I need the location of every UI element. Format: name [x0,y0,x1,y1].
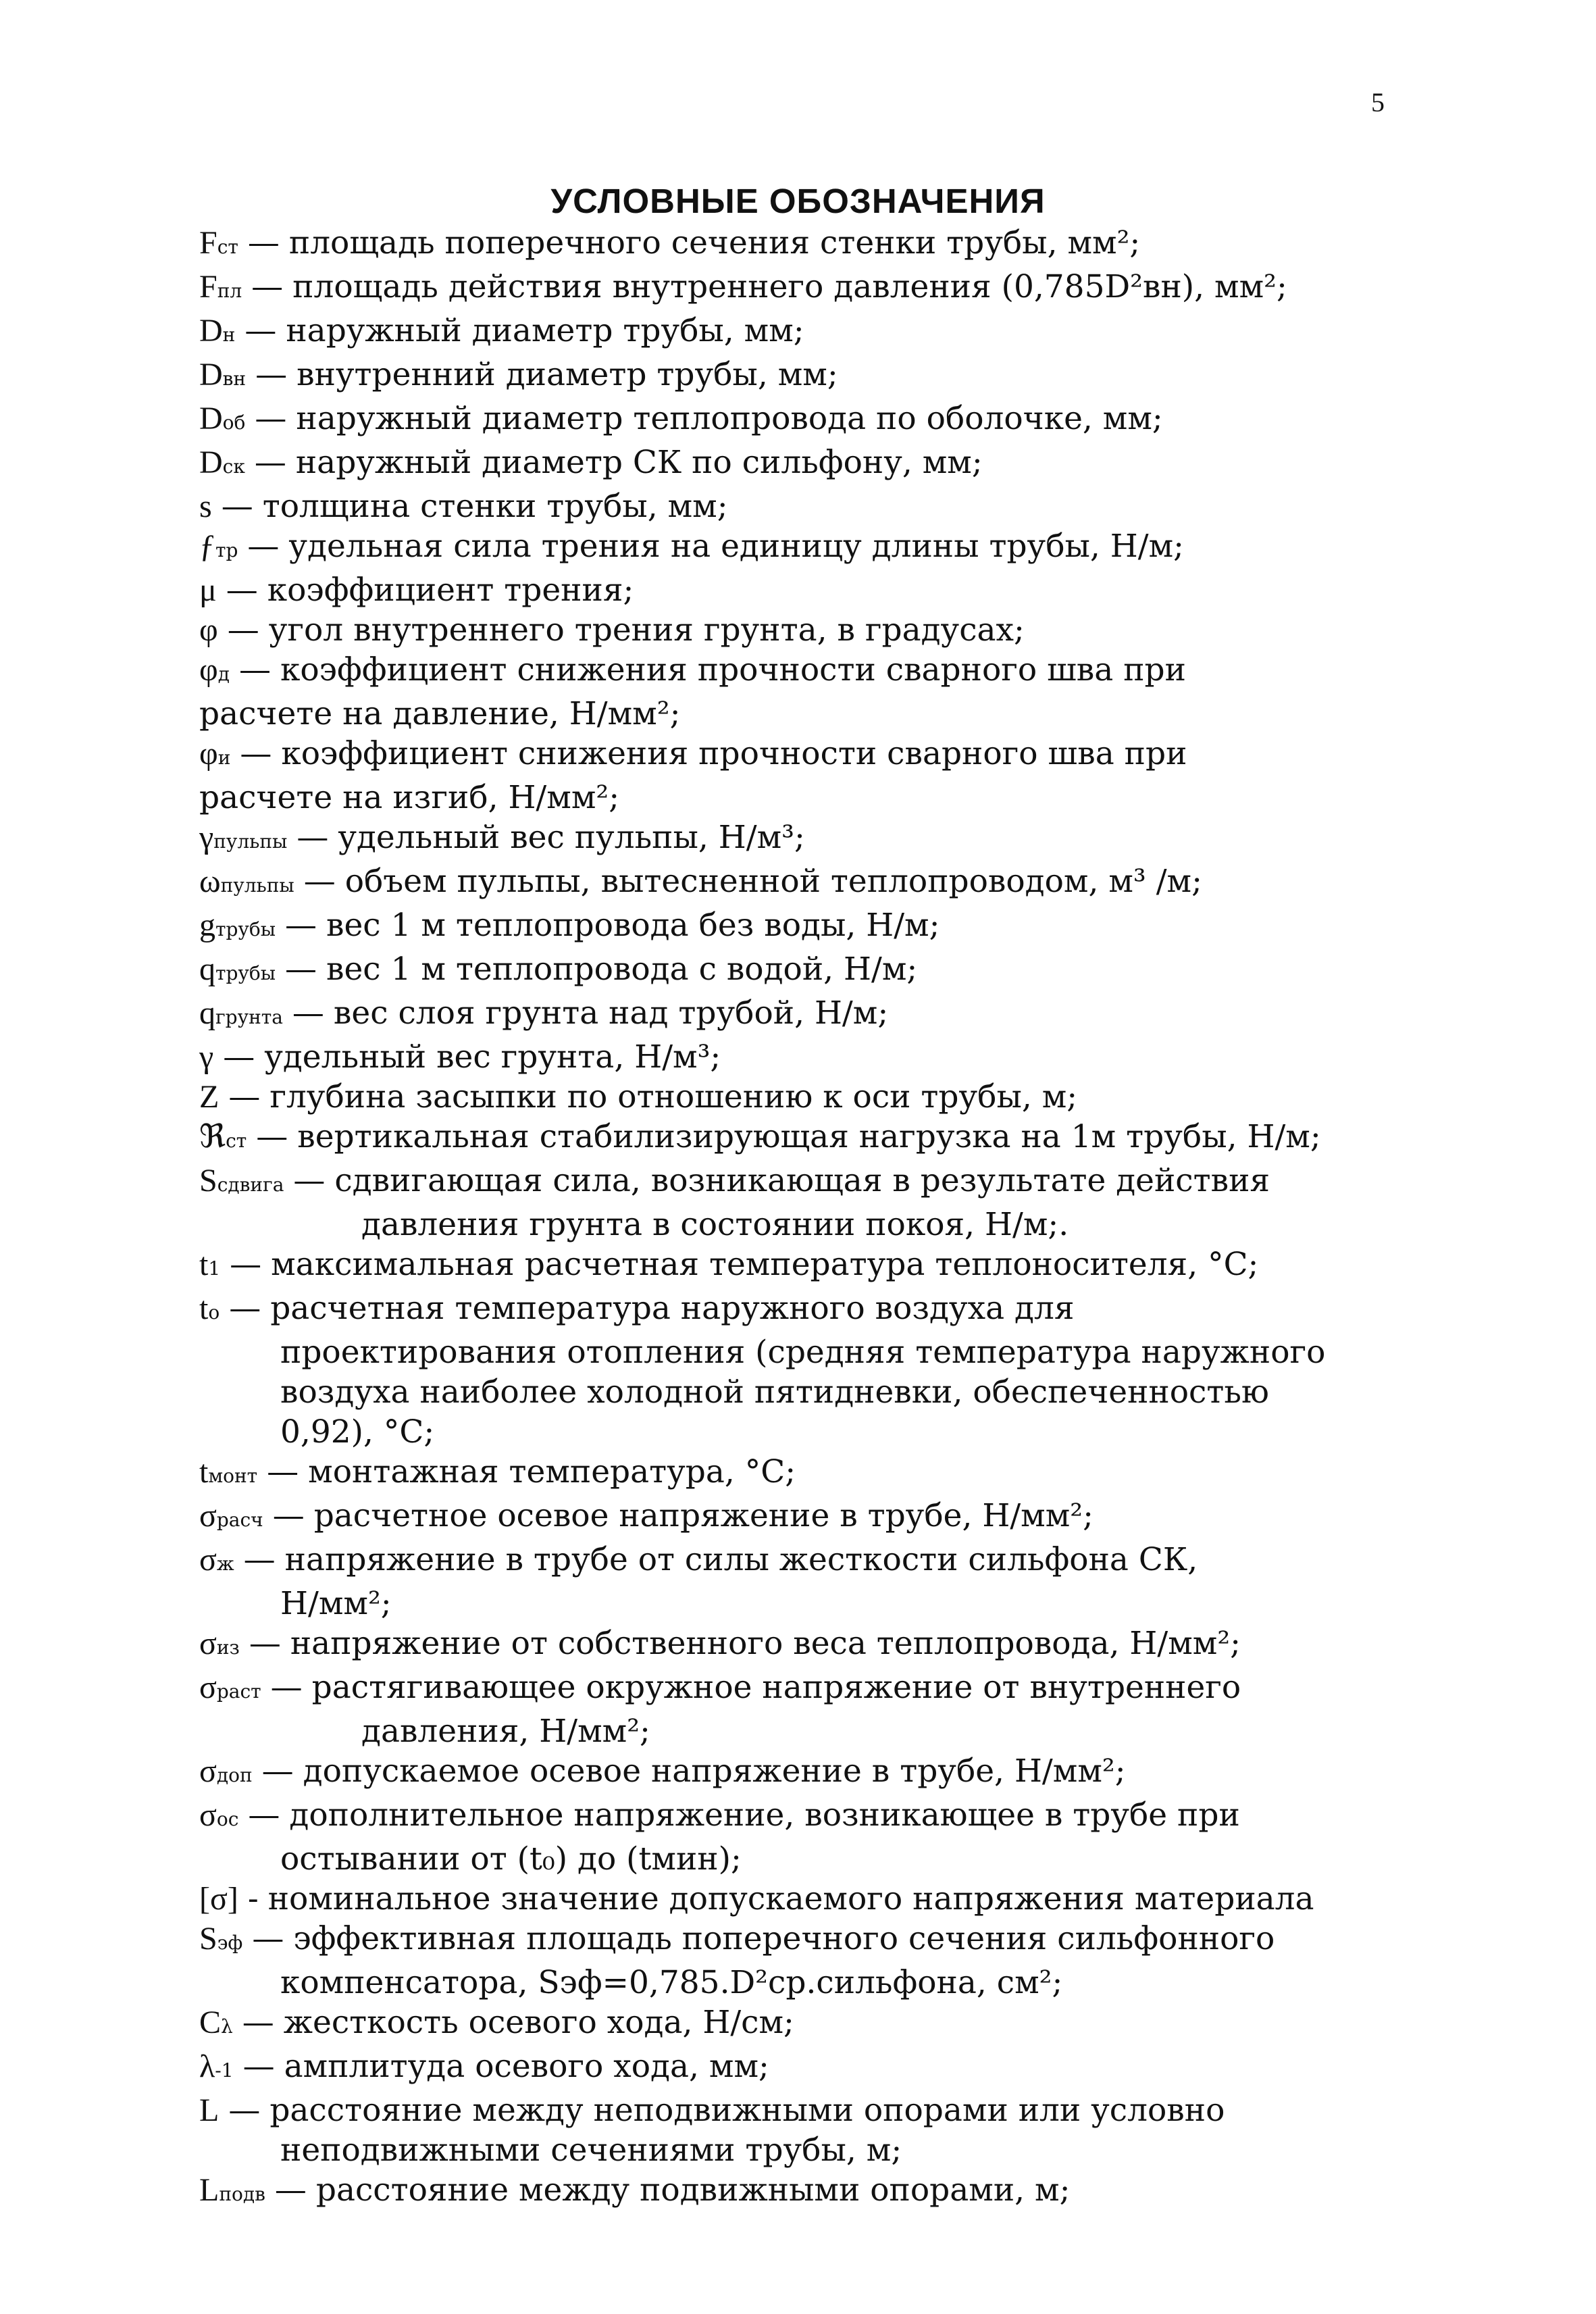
entry-symbol-subscript: трубы [215,918,276,940]
entry-dash: — [248,1796,280,1834]
entry-dash: — [267,1453,299,1490]
entry-symbol: γ [199,1039,214,1075]
glossary-entry [199,1452,1415,1496]
page-number: 5 [1371,87,1385,118]
entry-definition: напряжение в трубе от силы жесткости сильфона СК, [284,1541,1198,1578]
entry-definition: объем пульпы, вытесненной теплопроводом, м³ /м; [344,863,1202,900]
entry-symbol: γ [199,820,214,855]
glossary-entry [199,486,1415,526]
entry-dash: — [244,312,277,349]
entry-definition: удельный вес грунта, Н/м³; [264,1038,721,1076]
entry-symbol: C [199,2005,222,2040]
entry-symbol-subscript: ст [217,236,238,258]
entry-symbol: D [199,401,223,436]
glossary-entry [199,610,1415,650]
entry-definition: расчетное осевое напряжение в трубе, Н/мм²; [313,1497,1093,1534]
entry-symbol-subscript: раст [216,1680,261,1703]
entry-symbol: Z [199,1079,220,1115]
entry-dash: — [261,1753,294,1790]
entry-symbol: ƒ [199,528,215,564]
entry-symbol: ω [199,863,221,899]
entry-symbol: σ [199,1542,217,1578]
glossary-entry [199,311,1415,355]
entry-symbol-subscript: эф [217,1932,243,1954]
glossary-entry [199,949,1415,993]
entry-symbol: λ [199,2048,215,2084]
glossary-entry [199,399,1415,443]
entry-definition: максимальная расчетная температура теплоносителя, °С; [271,1246,1259,1283]
entry-dash: — [255,400,287,437]
entry-symbol: σ [199,1797,217,1833]
entry-symbol-subscript: ж [216,1553,234,1575]
entry-dash: — [252,1920,284,1957]
entry-symbol: L [199,2092,220,2128]
entry-dash: — [256,1118,288,1155]
entry-symbol: L [199,2172,220,2208]
entry-symbol: φ [199,612,218,648]
entry-definition: эффективная площадь поперечного сечения сильфонного [293,1920,1275,1957]
entry-dash: — [229,1290,261,1327]
glossary-entry [199,2170,1415,2214]
entry-symbol: F [199,269,217,305]
entry-definition: угол внутреннего трения грунта, в градусах; [268,611,1025,649]
entry-symbol-subscript: -1 [215,2059,234,2082]
entry-dash: — [251,268,284,305]
entry-symbol-subscript: трубы [215,962,276,984]
glossary-entry [199,1077,1415,1117]
entry-definition: вес слоя грунта над трубой, Н/м; [333,995,889,1032]
entry-symbol-subscript: пульпы [213,830,288,853]
entry-symbol-subscript: грунта [215,1006,283,1028]
entry-symbol: S [199,1163,217,1199]
entry-definition: удельный вес пульпы, Н/м³; [338,819,805,856]
entry-symbol-subscript: λ [221,2015,233,2038]
glossary-entry [199,1288,1415,1332]
entry-definition: вертикальная стабилизирующая нагрузка на 1м трубы, Н/м; [297,1118,1321,1155]
entry-symbol-subscript: доп [216,1764,253,1786]
entry-symbol-subscript: д [217,663,230,685]
entry-definition: вес 1 м теплопровода без воды, Н/м; [326,907,940,944]
entry-dash: — [242,2048,275,2085]
entry-continuation: неподвижными сечениями трубы, м; [280,2132,902,2169]
entry-definition: наружный диаметр трубы, мм; [286,312,804,349]
entry-dash: — [285,951,317,988]
entry-dash: — [243,1541,276,1578]
entry-continuation: расчете на изгиб, Н/мм²; [199,779,620,816]
entry-dash: - [247,1880,259,1917]
entry-symbol-subscript: вн [222,368,247,390]
entry-dash: — [230,1246,262,1283]
entry-definition: растягивающее окружное напряжение от внутреннего [311,1669,1241,1706]
glossary-entry [199,818,1415,861]
entry-definition: расстояние между подвижными опорами, м; [315,2171,1071,2209]
entry-dash: — [254,444,286,481]
entry-definition: площадь поперечного сечения стенки трубы, мм²; [288,224,1141,261]
entry-dash: — [247,224,280,261]
entry-symbol-subscript: расч [216,1509,263,1531]
entry-definition: расчетная температура наружного воздуха для [270,1290,1075,1327]
glossary-entry [199,1624,1415,1667]
entry-definition: коэффициент снижения прочности сварного шва при [281,735,1187,772]
entry-symbol: g [199,907,215,943]
entry-continuation: воздуха наиболее холодной пятидневки, обеспеченностью [280,1374,1269,1411]
entry-symbol: σ [199,1498,217,1534]
entry-dash: — [285,907,317,944]
entry-dash: — [274,2171,307,2209]
entry-dash: — [228,2092,261,2129]
entry-dash: — [221,488,253,525]
glossary-entry [199,993,1415,1037]
glossary-entry [199,1667,1415,1711]
entry-symbol-subscript: ск [222,455,245,478]
entry-dash: — [226,572,258,609]
entry-definition: коэффициент трения; [267,572,634,609]
entry-definition: напряжение от собственного веса теплопровода, Н/мм²; [290,1625,1241,1662]
entry-symbol: φ [199,652,218,688]
glossary-list [199,223,1415,2214]
glossary-entry [199,1795,1415,1839]
entry-continuation: давления, Н/мм²; [361,1713,650,1750]
glossary-entry [199,1751,1415,1795]
entry-continuation: 0,92), °С; [280,1413,435,1451]
entry-symbol: D [199,313,223,349]
glossary-entry [199,1244,1415,1288]
entry-definition: толщина стенки трубы, мм; [262,488,728,525]
entry-symbol-subscript: ст [226,1130,247,1152]
glossary-entry [199,443,1415,486]
entry-symbol: φ [199,736,218,772]
entry-definition: коэффициент снижения прочности сварного шва при [280,651,1186,688]
entry-definition: амплитуда осевого хода, мм; [284,2048,769,2085]
entry-definition: наружный диаметр СК по сильфону, мм; [295,444,983,481]
entry-definition: дополнительное напряжение, возникающее в трубе при [289,1796,1240,1834]
glossary-entry [199,1540,1415,1584]
entry-symbol: μ [199,572,217,608]
entry-definition: глубина засыпки по отношению к оси трубы, м; [269,1078,1078,1115]
entry-definition: расстояние между неподвижными опорами или условно [269,2092,1225,2129]
entry-dash: — [240,735,272,772]
entry-symbol: F [199,225,217,261]
entry-symbol-subscript: и [217,747,231,769]
glossary-entry [199,267,1415,311]
entry-definition: сдвигающая сила, возникающая в результате действия [334,1162,1270,1199]
glossary-entry [199,570,1415,610]
entry-dash: — [272,1497,305,1534]
entry-symbol: t [199,1247,209,1282]
entry-symbol: t [199,1290,209,1326]
glossary-entry [199,1161,1415,1205]
entry-definition: допускаемое осевое напряжение в трубе, Н/мм²; [303,1753,1126,1790]
glossary-entry [199,2046,1415,2090]
entry-symbol: D [199,445,223,480]
entry-symbol-subscript: об [222,411,246,434]
entry-symbol: D [199,357,223,393]
entry-dash: — [270,1669,303,1706]
entry-symbol-subscript: ос [216,1808,239,1830]
entry-symbol: s [199,488,212,524]
entry-symbol-subscript: сдвига [217,1174,284,1196]
entry-symbol-subscript: тр [215,539,238,561]
entry-definition: удельная сила трения на единицу длины трубы, Н/м; [288,528,1184,565]
entry-continuation: компенсатора, Sэф=0,785.D²ср.сильфона, см²; [280,1964,1063,2001]
entry-continuation: проектирования отопления (средняя температура наружного [280,1334,1326,1371]
entry-symbol-subscript: 1 [208,1257,221,1280]
glossary-entry [199,1919,1415,1963]
entry-definition: внутренний диаметр трубы, мм; [297,356,838,393]
entry-dash: — [238,651,271,688]
glossary-entry [199,1117,1415,1161]
entry-continuation: Н/мм²; [280,1585,392,1622]
glossary-entry [199,861,1415,905]
entry-symbol: σ [199,1753,217,1789]
entry-symbol: S [199,1921,217,1957]
entry-dash: — [242,2004,274,2041]
entry-symbol: q [199,995,215,1031]
glossary-entry [199,905,1415,949]
entry-dash: — [255,356,288,393]
entry-symbol-subscript: подв [219,2183,265,2205]
entry-continuation: остывании от (t₀) до (tмин); [280,1840,742,1878]
glossary-entry [199,2003,1415,2046]
glossary-entry [199,650,1415,694]
entry-dash: — [223,1038,255,1076]
entry-symbol-subscript: монт [208,1465,258,1487]
entry-symbol: σ [199,1626,217,1661]
entry-symbol: σ [199,1669,217,1705]
entry-dash: — [227,611,259,649]
glossary-entry [199,1496,1415,1540]
entry-definition: номинальное значение допускаемого напряжения материала [267,1880,1314,1917]
glossary-entry [199,734,1415,778]
entry-dash: — [292,995,324,1032]
glossary-entry [199,223,1415,267]
page-title: УСЛОВНЫЕ ОБОЗНАЧЕНИЯ [550,182,1046,220]
entry-definition: монтажная температура, °С; [308,1453,796,1490]
entry-symbol: t [199,1454,209,1490]
entry-definition: жесткость осевого хода, Н/см; [283,2004,794,2041]
entry-symbol-subscript: н [222,324,236,346]
glossary-entry [199,1879,1415,1919]
entry-dash: — [303,863,336,900]
entry-symbol-subscript: пл [217,280,242,302]
entry-dash: — [228,1078,261,1115]
entry-symbol: ℜ [199,1119,226,1155]
entry-dash: — [247,528,280,565]
entry-symbol-subscript: о [208,1301,220,1324]
entry-symbol-subscript: из [216,1636,240,1659]
entry-dash: — [249,1625,281,1662]
entry-symbol: [σ] [199,1881,238,1917]
entry-continuation: расчете на давление, Н/мм²; [199,695,681,732]
entry-definition: площадь действия внутреннего давления (0,785D²вн), мм²; [292,268,1287,305]
glossary-entry [199,2090,1415,2130]
entry-symbol-subscript: пульпы [220,874,294,897]
entry-definition: наружный диаметр теплопровода по оболочке, мм; [296,400,1163,437]
glossary-entry [199,526,1415,570]
entry-definition: вес 1 м теплопровода с водой, Н/м; [326,951,918,988]
glossary-entry [199,1037,1415,1077]
glossary-entry [199,355,1415,399]
entry-dash: — [297,819,329,856]
entry-dash: — [293,1162,326,1199]
entry-symbol: q [199,951,215,987]
entry-continuation: давления грунта в состоянии покоя, Н/м;. [361,1206,1069,1243]
